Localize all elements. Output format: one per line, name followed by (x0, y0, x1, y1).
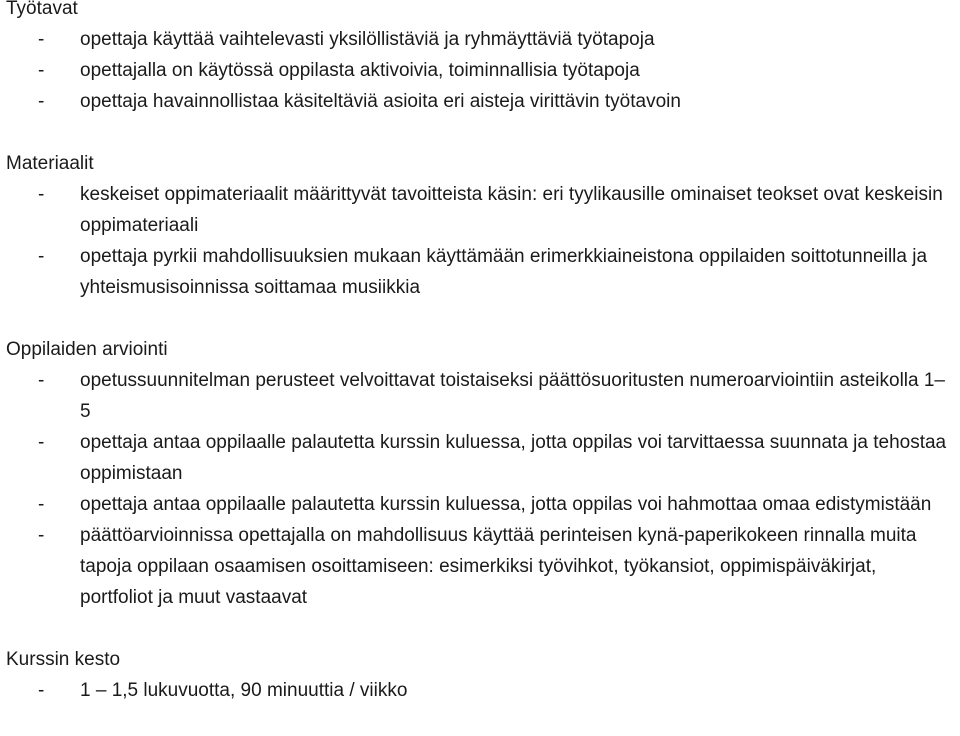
section-kurssin-kesto (6, 644, 954, 706)
section-tyotavat (6, 0, 954, 117)
list-item: - opettaja pyrkii mahdollisuuksien mukaan käyttämään erimerkkiaineistona oppilaiden soittotunneilla ja yhteismusisoinnissa soittamaa musiikkia (6, 241, 954, 303)
list-item: - keskeiset oppimateriaalit määrittyvät tavoitteista käsin: eri tyylikausille ominaiset teokset ovat keskeisin oppimateriaali (6, 179, 954, 241)
list-item: - opettaja havainnollistaa käsiteltäviä asioita eri aisteja virittävin työtavoin (6, 86, 954, 117)
section-heading: Materiaalit (6, 153, 94, 174)
list-item: - opettaja antaa oppilaalle palautetta kurssin kuluessa, jotta oppilas voi hahmottaa omaa edistymistään (6, 489, 954, 520)
bullet-list (6, 179, 954, 303)
list-item: - opettaja käyttää vaihtelevasti yksilöllistäviä ja ryhmäyttäviä työtapoja (6, 24, 954, 55)
section-materiaalit (6, 148, 954, 303)
list-item: - opettaja antaa oppilaalle palautetta kurssin kuluessa, jotta oppilas voi tarvittaessa suunnata ja tehostaa oppimistaan (6, 427, 954, 489)
bullet-list (6, 24, 954, 117)
section-heading: Kurssin kesto (6, 649, 121, 670)
list-item: - opetussuunnitelman perusteet velvoittavat toistaiseksi päättösuoritusten numeroarviointiin asteikolla 1–5 (6, 365, 954, 427)
list-item: - opettajalla on käytössä oppilasta aktivoivia, toiminnallisia työtapoja (6, 55, 954, 86)
list-item: - päättöarvioinnissa opettajalla on mahdollisuus käyttää perinteisen kynä-paperikokeen rinnalla muita tapoja oppilaan osaamisen osoittamiseen: esimerkiksi työvihkot, työkansiot, oppimispäiväkirjat, portfoliot ja muut vastaavat (6, 520, 954, 613)
section-heading: Oppilaiden arviointi (6, 339, 168, 360)
section-heading: Työtavat (6, 0, 78, 19)
bullet-list (6, 675, 954, 706)
section-oppilaiden-arviointi (6, 334, 954, 613)
bullet-list (6, 365, 954, 613)
list-item: - 1 – 1,5 lukuvuotta, 90 minuuttia / viikko (6, 675, 954, 706)
